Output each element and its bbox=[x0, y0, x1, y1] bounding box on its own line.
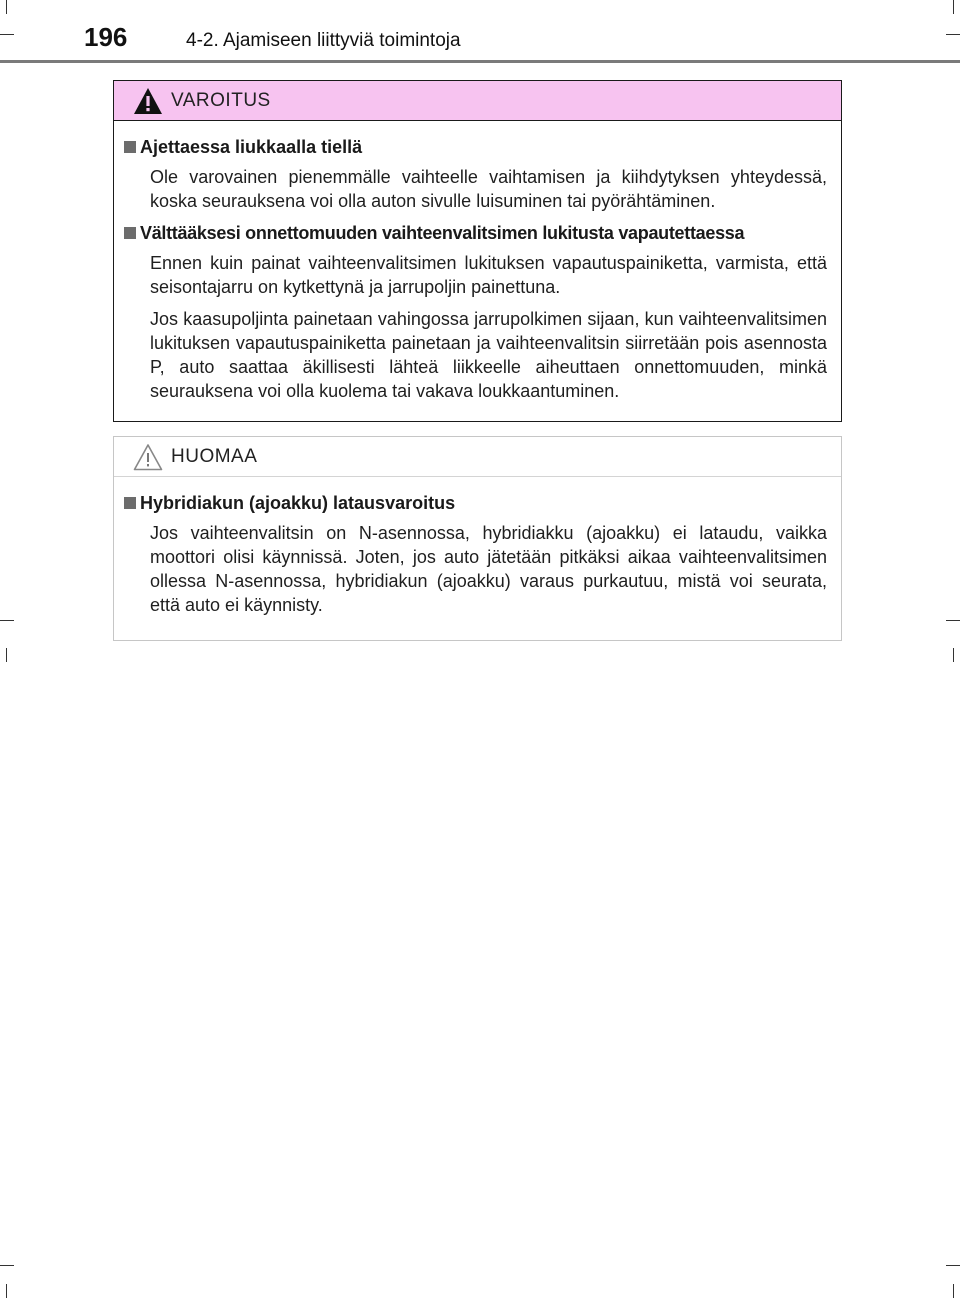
paragraph: Ole varovainen pienemmälle vaihteelle vaihtamisen ja kiihdytyksen yhteydessä, koska seurauksena voi olla auton sivulle luisuminen tai pyörähtäminen. bbox=[150, 167, 827, 211]
crop-mark bbox=[0, 620, 14, 621]
item-heading-text: Hybridiakun (ajoakku) latausvaroitus bbox=[140, 493, 456, 513]
paragraph: Jos kaasupoljinta painetaan vahingossa jarrupolkimen sijaan, kun vaihteenvalitsimen lukituksen vapautuspainiketta painetaan ja vaihteenvalitsin siirretään pois asennosta P, auto saattaa äkillisesti lähteä liikkeelle aiheuttaen onnettomuuden, minkä seurauksena voi olla kuolema tai vakava loukkaantuminen. bbox=[150, 309, 827, 401]
warning-body bbox=[114, 121, 841, 403]
item-heading bbox=[124, 137, 827, 158]
item-heading-text: Välttääksesi onnettomuuden vaihteenvalitsimen lukitusta vapautettaessa bbox=[140, 223, 745, 243]
warning-box bbox=[113, 80, 842, 422]
notice-body bbox=[114, 477, 841, 617]
notice-box-header bbox=[114, 437, 841, 477]
crop-mark bbox=[946, 620, 960, 621]
warning-triangle-icon bbox=[133, 87, 163, 115]
item-heading-text: Ajettaessa liukkaalla tiellä bbox=[140, 137, 363, 157]
caution-triangle-outline-icon bbox=[133, 443, 163, 471]
crop-mark bbox=[953, 1284, 954, 1298]
page-header bbox=[0, 20, 960, 64]
item-heading bbox=[124, 493, 827, 514]
crop-mark bbox=[946, 1265, 960, 1266]
page-number: 196 bbox=[84, 22, 128, 52]
crop-mark bbox=[0, 1265, 14, 1266]
section-title: 4-2. Ajamiseen liittyviä toimintoja bbox=[186, 30, 461, 51]
crop-mark bbox=[953, 0, 954, 14]
warning-label: VAROITUS bbox=[171, 90, 271, 111]
paragraph: Jos vaihteenvalitsin on N-asennossa, hybridiakku (ajoakku) ei lataudu, vaikka moottori olisi käynnissä. Joten, jos auto jätetään pitkäksi aikaa vaihteenvalitsimen ollessa N-asennossa, hybridiakun (ajoakku) varaus purkautuu, mistä voi seurata, että auto ei käynnisty. bbox=[150, 523, 827, 615]
crop-mark bbox=[953, 648, 954, 662]
warning-box-header bbox=[114, 81, 841, 121]
square-bullet-icon bbox=[124, 497, 136, 509]
item-heading bbox=[124, 223, 827, 244]
square-bullet-icon bbox=[124, 227, 136, 239]
paragraph: Ennen kuin painat vaihteenvalitsimen lukituksen vapautuspainiketta, varmista, että seisontajarru on kytkettynä ja jarrupoljin painettuna. bbox=[150, 253, 827, 297]
crop-mark bbox=[6, 0, 7, 14]
notice-box bbox=[113, 436, 842, 641]
square-bullet-icon bbox=[124, 141, 136, 153]
header-rule bbox=[0, 60, 960, 63]
crop-mark bbox=[6, 1284, 7, 1298]
crop-mark bbox=[6, 648, 7, 662]
notice-label: HUOMAA bbox=[171, 446, 258, 467]
